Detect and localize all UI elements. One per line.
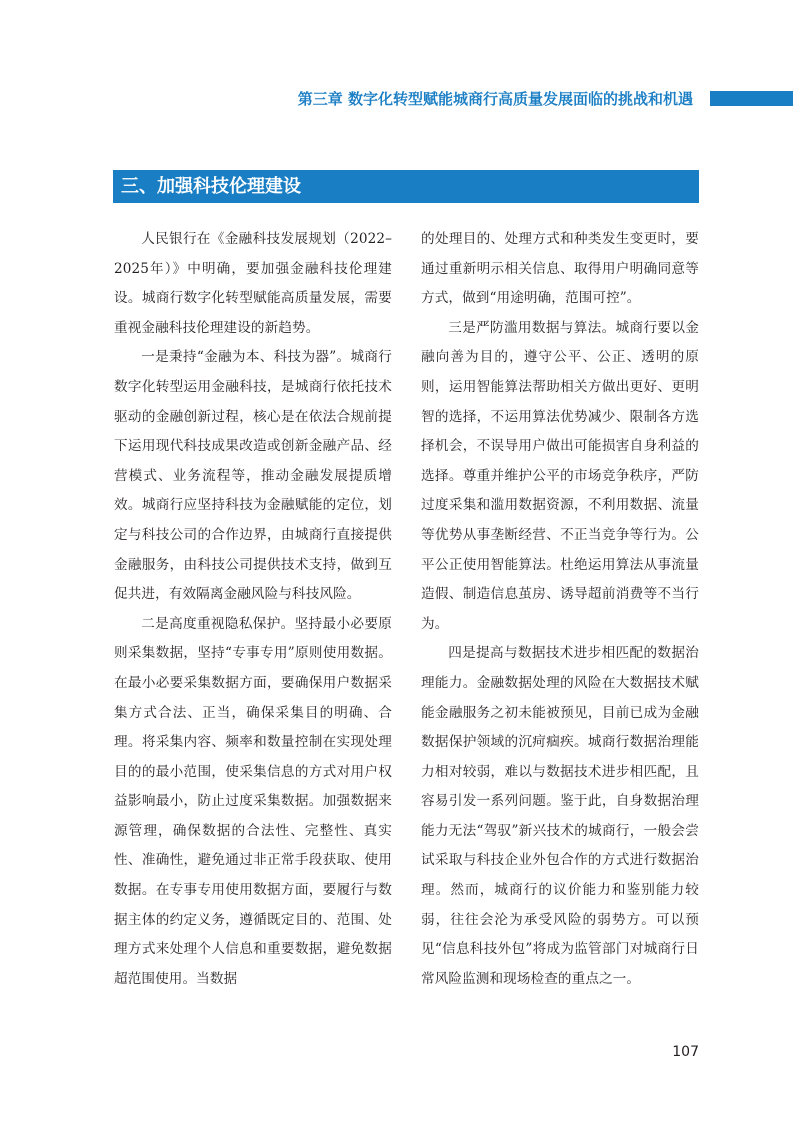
paragraph-point-three: 三是严防滥用数据与算法。城商行要以金融向善为目的，遵守公平、公正、透明的原则，运用智能算法帮助相关方做出更好、更明智的选择，不运用算法优势减少、限制各方选择机会，不误导用户做出可能损害自身利益的选择。尊重并维护公平的市场竞争秩序，严防过度采集和滥用数据资源，不利用数据、流量等优势从事垄断经营、不正当竞争等行为。公平公正使用智能算法。杜绝运用算法从事流量造假、制造信息茧房、诱导超前消费等不当行为。	[421, 319, 699, 632]
chapter-header	[0, 88, 793, 110]
paragraph-point-one: 一是秉持“金融为本、科技为器”。城商行数字化转型运用金融科技，是城商行依托技术驱动的金融创新过程，核心是在依法合规前提下运用现代科技成果改造或创新金融产品、经营模式、业务流程等，推动金融发展提质增效。城商行应坚持科技为金融赋能的定位，划定与科技公司的合作边界，由城商行直接提供金融服务，由科技公司提供技术支持，做到互促共进，有效隔离金融风险与科技风险。	[114, 349, 392, 603]
paragraph-point-two: 二是高度重视隐私保护。坚持最小必要原则采集数据，坚持“专事专用”原则使用数据。在最小必要采集数据方面，要确保用户数据采集方式合法、正当，确保采集目的明确、合理。将采集内容、频率和数量控制在实现处理目的的最小范围，使采集信息的方式对用户权益影响最小，防止过度采集数据。加强数据来源管理，确保数据的合法性、完整性、真实性、准确性，避免通过非正常手段获取、使用数据。在专事专用使用数据方面，要履行与数据主体的约定义务，遵循既定目的、范围、处理方式来处理个人信息和重要数据，避免数据超范围使用。当数据	[114, 615, 392, 987]
left-column	[114, 225, 392, 994]
chapter-title: 第三章 数字化转型赋能城商行高质量发展面临的挑战和机遇	[297, 90, 693, 108]
chapter-accent-bar	[710, 91, 793, 106]
page-number: 107	[672, 1044, 699, 1060]
paragraph-point-two-continued: 的处理目的、处理方式和种类发生变更时，要通过重新明示相关信息、取得用户明确同意等方式，做到“用途明确，范围可控”。	[421, 231, 699, 307]
section-title: 三、加强科技伦理建设	[121, 176, 301, 197]
paragraph-point-four: 四是提高与数据技术进步相匹配的数据治理能力。金融数据处理的风险在大数据技术赋能金融服务之初未能被预见，目前已成为金融数据保护领域的沉疴痼疾。城商行数据治理能力相对较弱，难以与数据技术进步相匹配，且容易引发一系列问题。鉴于此，自身数据治理能力无法“驾驭”新兴技术的城商行，一般会尝试采取与科技企业外包合作的方式进行数据治理。然而，城商行的议价能力和鉴别能力较弱，往往会沦为承受风险的弱势方。可以预见“信息科技外包”将成为监管部门对城商行日常风险监测和现场检查的重点之一。	[421, 645, 699, 987]
section-banner	[113, 170, 699, 203]
right-column	[421, 225, 699, 994]
paragraph-intro: 人民银行在《金融科技发展规划（2022–2025年）》中明确，要加强金融科技伦理建设。城商行数字化转型赋能高质量发展，需要重视金融科技伦理建设的新趋势。	[114, 231, 392, 336]
